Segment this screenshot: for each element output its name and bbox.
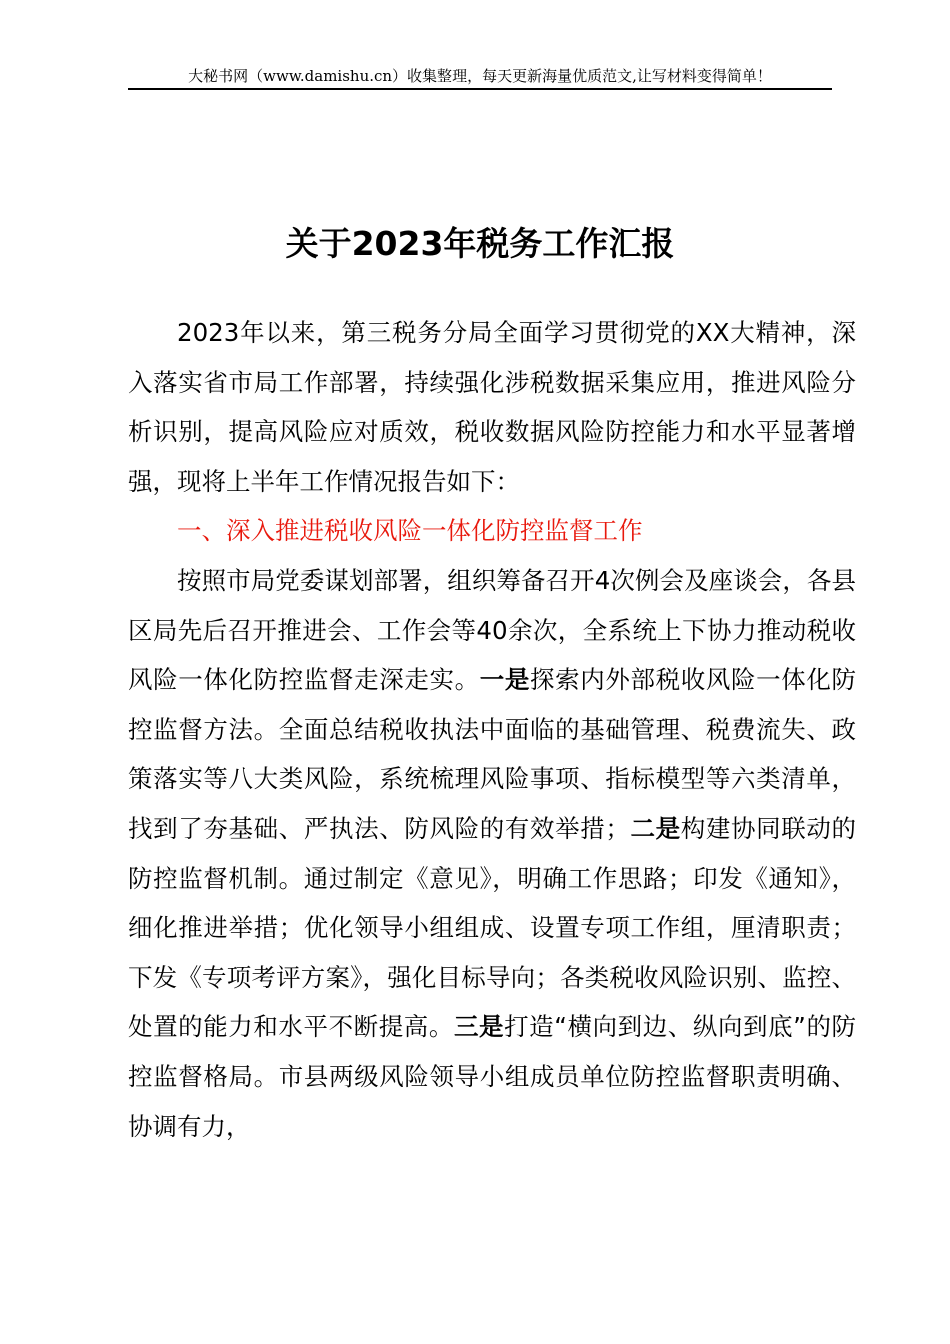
point-3-text: 打造“横向到边、纵向到底”的防控监督格局。市县两级风险领导小组成员单位防控监督职责明确、协调有力， <box>128 1012 857 1141</box>
document-title: 关于2023年税务工作汇报 <box>285 224 675 263</box>
point-2-text: 构建协同联动的防控监督机制。通过制定《意见》，明确工作思路；印发《通知》，细化推进举措；优化领导小组组成、设置专项工作组，厘清职责；下发《专项考评方案》，强化目标导向；各类税收风险识别、监控、处置的能力和水平不断提高。 <box>128 813 856 1042</box>
section-heading-1: 一、深入推进税收风险一体化防控监督工作 <box>177 516 643 546</box>
section-1-paragraph <box>128 556 856 1151</box>
header-rule <box>128 88 832 90</box>
lead-phrase-2: 二是 <box>629 813 681 843</box>
lead-phrase-1: 一是 <box>479 665 530 695</box>
section-1-opening: 按照市局党委谋划部署，组织筹备召开4次例会及座谈会，各县区局先后召开推进会、工作会等40余次，全系统上下协力推动税收风险一体化防控监督走深走实。 <box>128 565 856 695</box>
lead-phrase-3: 三是 <box>453 1012 505 1042</box>
point-1-text: 探索内外部税收风险一体化防控监督方法。全面总结税收执法中面临的基础管理、税费流失、政策落实等八大类风险，系统梳理风险事项、指标模型等六类清单，找到了夯基础、严执法、防风险的有效举措； <box>128 665 856 843</box>
intro-paragraph: 2023年以来，第三税务分局全面学习贯彻党的XX大精神，深入落实省市局工作部署，持续强化涉税数据采集应用，推进风险分析识别，提高风险应对质效，税收数据风险防控能力和水平显著增强，现将上半年工作情况报告如下： <box>128 318 856 496</box>
document-body <box>128 308 856 1151</box>
page-header: 大秘书网（www.damishu.cn）收集整理，每天更新海量优质范文,让写材料变得简单！ <box>188 67 772 85</box>
